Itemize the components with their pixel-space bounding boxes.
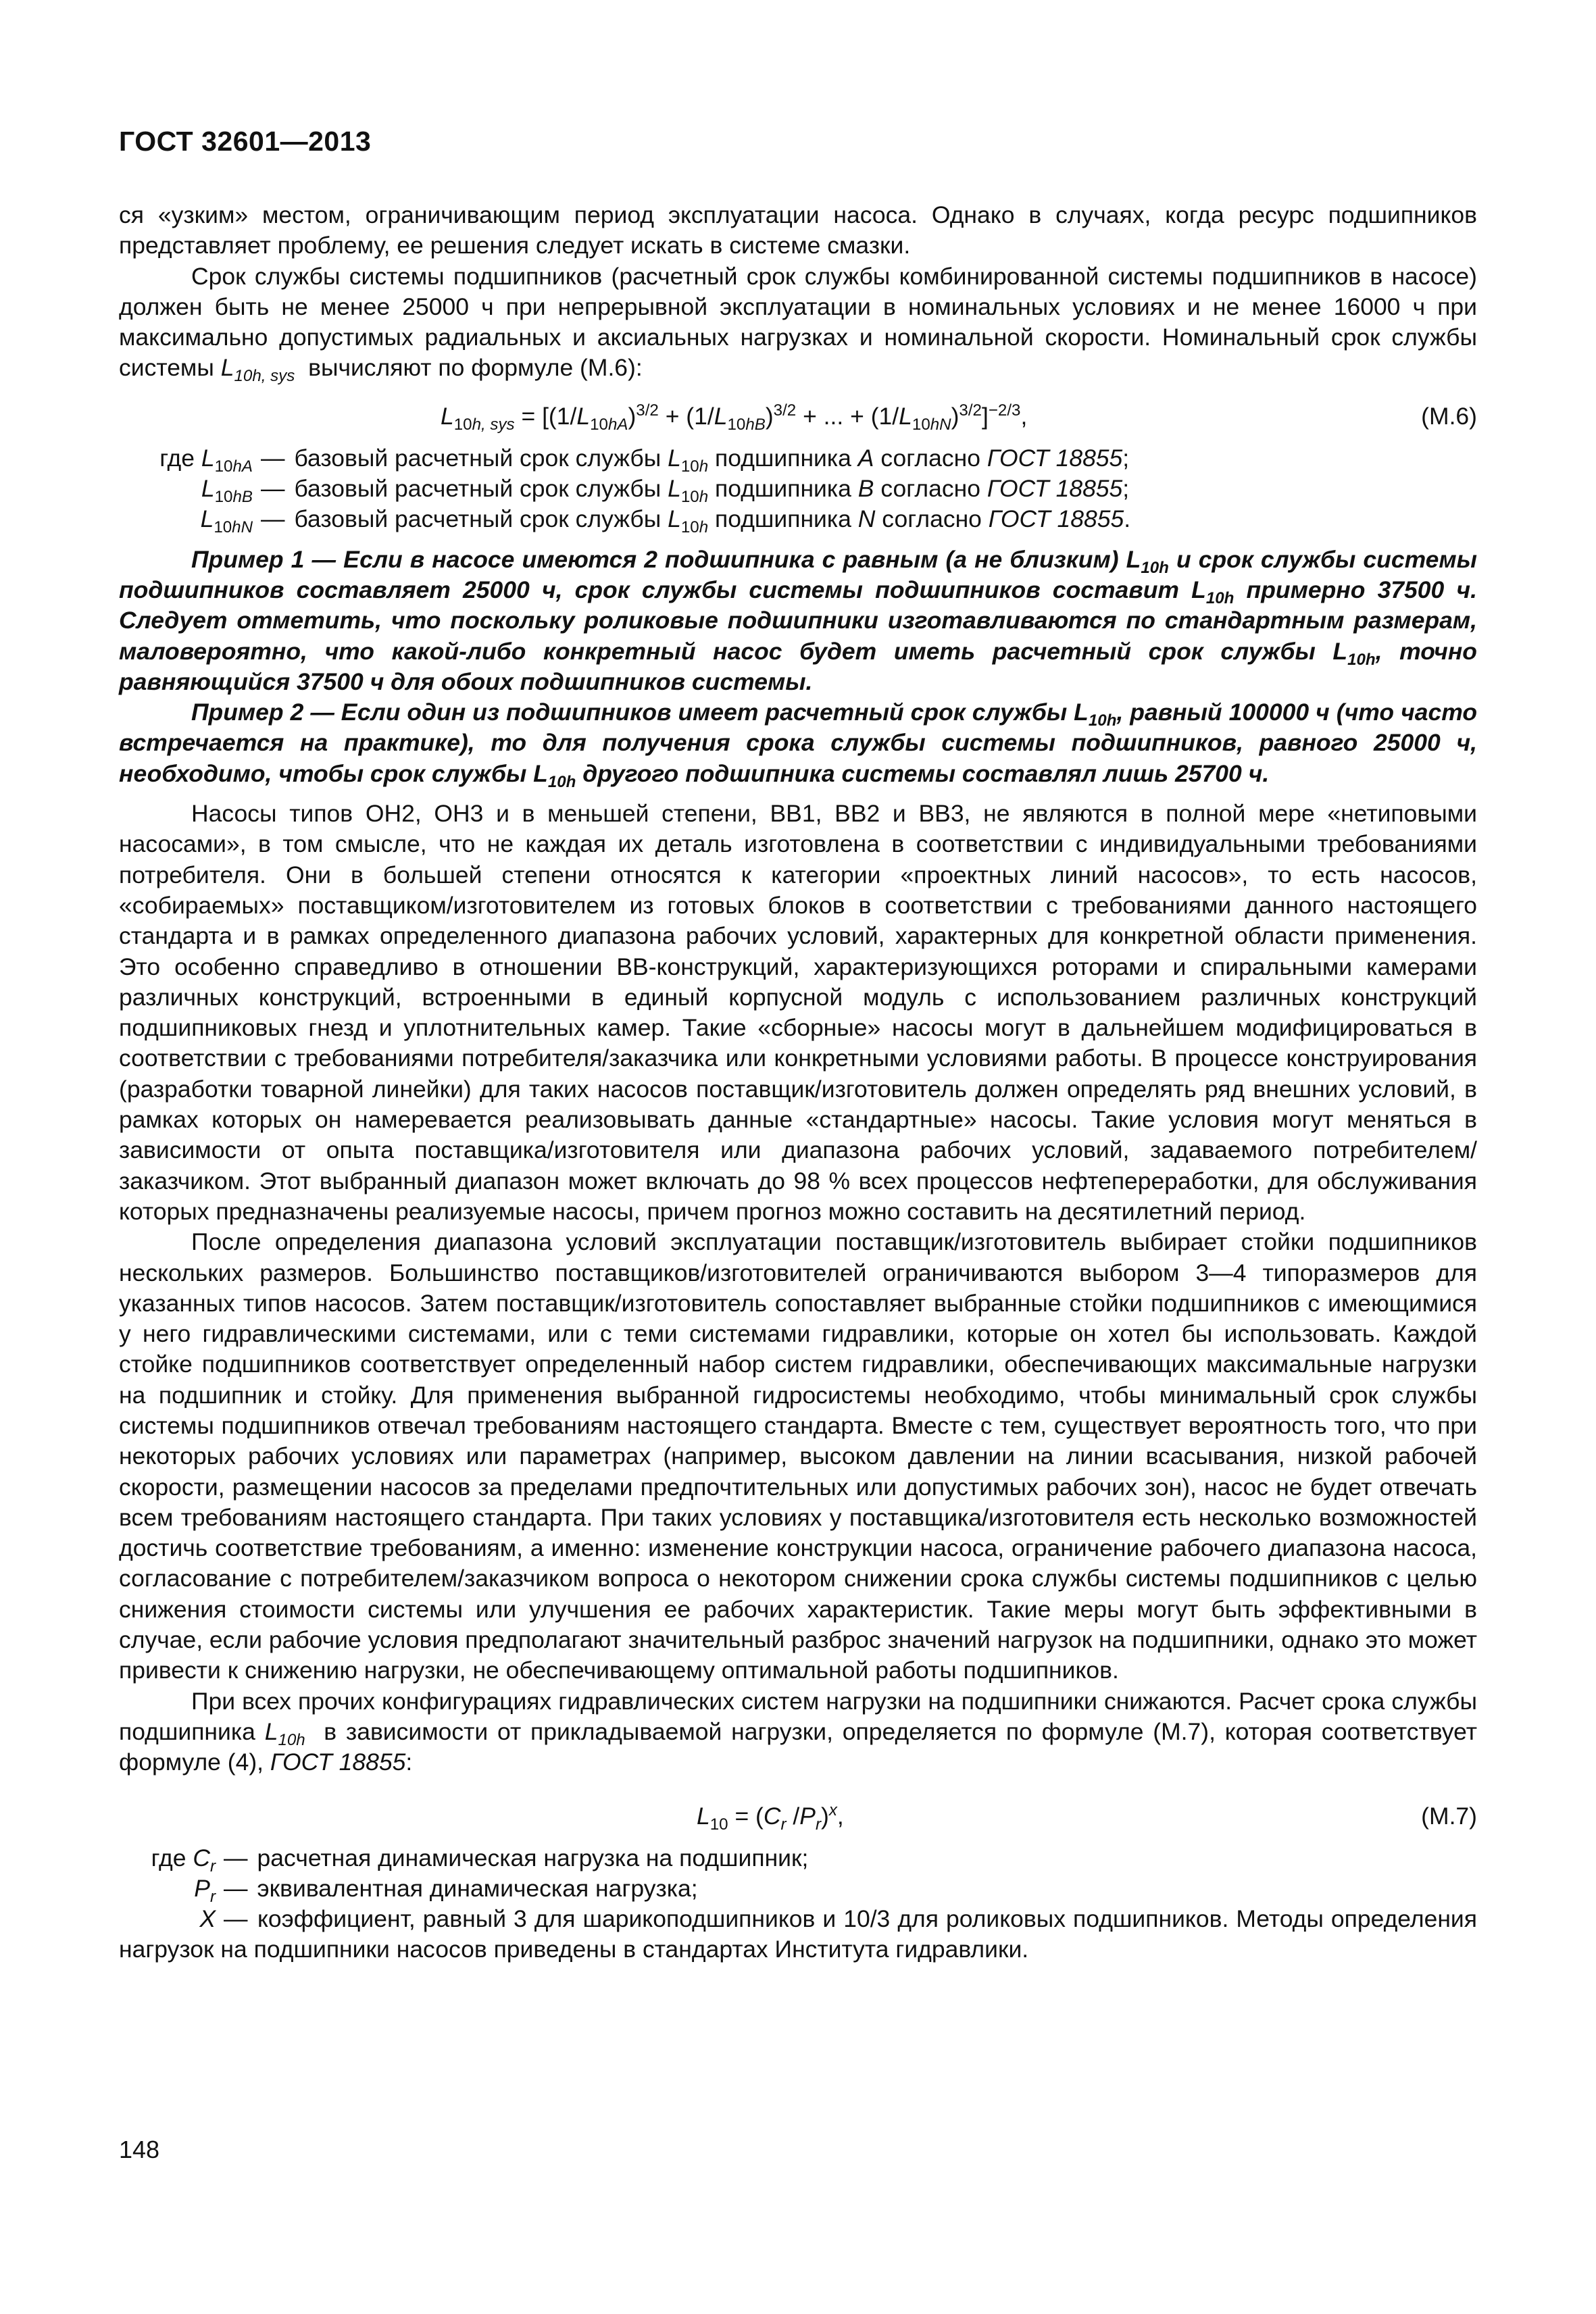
formula-expression: $L_{10} = (C_r$ $/P_r)^x$, <box>697 1801 844 1834</box>
formula-number: (М.6) <box>1421 402 1477 430</box>
where-label: где <box>159 444 195 472</box>
formula-number: (М.7) <box>1421 1802 1477 1830</box>
where-item: где $C_r$ — расчетная динамическая нагрузка на подшипник; <box>151 1844 809 1876</box>
example-1: Пример 1 — Если в насосе имеются 2 подшипника с равным (а не близким) $L_{10h}$ и срок службы системы подшипников составляет 25000 ч, срок службы системы подшипников составит $L_{10h}$ примерно 37500 ч. Следует отметить, что поскольку роликовые подшипники изготавливаются по стандартным размерам, маловероятно, что какой-либо конкретный насос будет иметь расчетный срок службы $L_{10h}$, точно равняющийся 37500 ч для обоих подшипников системы. <box>119 545 1477 695</box>
symbol: L <box>220 354 234 382</box>
where-list-m7 <box>119 1843 1477 1965</box>
where-definition: базовый расчетный срок службы $L_{10h}$ подшипника A согласно ГОСТ 18855; <box>294 444 1130 476</box>
paragraph-tail: вычисляют по формуле (М.6): <box>308 354 643 382</box>
where-item: $L_{10hN}$ — базовый расчетный срок службы $L_{10h}$ подшипника N согласно ГОСТ 18855. <box>200 505 1131 537</box>
formula-m6 <box>119 393 1477 439</box>
formula-m7 <box>119 1793 1477 1839</box>
paragraph-text: Срок службы системы подшипников (расчетный срок службы комбинированной системы подшипников в насосе) должен быть не менее 25000 ч при непрерывной эксплуатации в номинальных условиях и не менее 16000 ч при максимально допустимых радиальных и аксиальных нагрузках и номинальной скорости. Номинальный срок службы системы <box>119 262 1477 382</box>
document-header: ГОСТ 32601—2013 <box>119 126 372 157</box>
where-definition-long: коэффициент, равный 3 для шарикоподшипников и 10/3 для роликовых подшипников. Методы определения нагрузок на подшипники насосов приведены в стандартах Института гидравлики. <box>119 1905 1477 1963</box>
where-item: $L_{10hB}$ — базовый расчетный срок службы $L_{10h}$ подшипника B согласно ГОСТ 18855; <box>201 475 1130 507</box>
where-item: $P_r$ — эквивалентная динамическая нагрузка; <box>194 1874 698 1906</box>
where-definition: эквивалентная динамическая нагрузка; <box>257 1874 698 1902</box>
where-definition: расчетная динамическая нагрузка на подшипник; <box>257 1844 809 1871</box>
paragraph-pump-types: Насосы типов ОН2, ОН3 и в меньшей степени, ВВ1, ВВ2 и ВВ3, не являются в полной мере «нетиповыми насосами», в том смысле, что не каждая их деталь изготовлена в соответствии с индивидуальными требованиями потребителя. Они в большей степени относятся к категории «проектных линий насосов», то есть насосов, «собираемых» поставщиком/изготовителем из готовых блоков в соответствии с требованиями данного настоящего стандарта и в рамках определенного диапазона рабочих условий, характерных для конкретной области применения. Это особенно справедливо в отношении ВВ-конструкций, характеризующихся роторами и спиральными камерами различных конструкций, встроенными в единый корпусной модуль с использованием различных конструкций подшипниковых гнезд и уплотнительных камер. Такие «сборные» насосы могут в дальнейшем модифицироваться в соответствии с требованиями потребителя/заказчика или конкретными условиями работы. В процессе конструирования (разработки товарной линейки) для таких насосов поставщик/изготовитель должен определять ряд внешних условий, в рамках которых он намеревается реализовывать данные «стандартные» насосы. Такие условия могут меняться в зависимости от опыта поставщика/изготовителя или диапазона рабочих условий, задаваемого потребителем/заказчиком. Этот выбранный диапазон может включать до 98 % всех процессов нефтепереработки, для обслуживания которых предназначены реализуемые насосы, причем прогноз можно составить на десятилетний период. <box>119 800 1477 1225</box>
symbol-subscript: 10h, sys <box>234 367 295 386</box>
example-2: Пример 2 — Если один из подшипников имеет расчетный срок службы $L_{10h}$, равный 100000 ч (что часто встречается на практике), то для получения срока службы системы подшипников, равного 25000 ч, необходимо, чтобы срок службы $L_{10h}$ другого подшипника системы составлял лишь 25700 ч. <box>119 699 1478 791</box>
body-text <box>119 200 1477 1965</box>
where-item: X — <box>199 1905 248 1933</box>
paragraph-continuation: ся «узким» местом, ограничивающим период эксплуатации насоса. Однако в случаях, когда ресурс подшипников представляет проблему, ее решения следует искать в системе смазки. <box>119 201 1477 259</box>
where-list-m6 <box>119 443 1477 535</box>
paragraph-load-calc: При всех прочих конфигурациях гидравлических систем нагрузки на подшипники снижаются. Расчет срока службы подшипника $L_{10h}$ в зависимости от прикладываемой нагрузки, определяется по формуле (М.7), которая соответствует формуле (4), ГОСТ 18855: <box>119 1687 1477 1776</box>
paragraph-bearing-life <box>119 261 1477 384</box>
where-definition: базовый расчетный срок службы $L_{10h}$ подшипника B согласно ГОСТ 18855; <box>294 475 1130 507</box>
where-definition: базовый расчетный срок службы $L_{10h}$ подшипника N согласно ГОСТ 18855. <box>294 505 1131 537</box>
formula-expression: $L_{10h, sys} = [(1/L_{10hA})^{3/2} + (1/L_{10hB})^{3/2}$ + ... + $(1/L_{10hN})^{3/2}]^{-2/3}$, <box>441 401 1028 434</box>
where-item: где $L_{10hA}$ — базовый расчетный срок службы $L_{10h}$ подшипника A согласно ГОСТ 18855; <box>159 444 1130 476</box>
where-label: где <box>151 1844 186 1871</box>
page-number: 148 <box>119 2136 160 2163</box>
paragraph-bearing-frames: После определения диапазона условий эксплуатации поставщик/изготовитель выбирает стойки подшипников нескольких размеров. Большинство поставщиков/изготовителей ограничиваются выбором 3—4 типоразмеров для указанных типов насосов. Затем поставщик/изготовитель сопоставляет выбранные стойки подшипников с имеющимися у него гидравлическими системами, или с теми системами гидравлики, которые он хотел бы использовать. Каждой стойке подшипников соответствует определенный набор систем гидравлики, обеспечивающих максимальные нагрузки на подшипник и стойку. Для применения выбранной гидросистемы необходимо, чтобы минимальный срок службы системы подшипников отвечал требованиям настоящего стандарта. Вместе с тем, существует вероятность того, что при некоторых рабочих условиях или параметрах (например, высоком давлении на линии всасывания, низкой рабочей скорости, размещении насосов за пределами предпочтительных или допустимых рабочих зон), насос не будет отвечать всем требованиям настоящего стандарта. При таких условиях у поставщика/изготовителя есть несколько возможностей достичь соответствие требованиям, а именно: изменение конструкции насоса, ограничение рабочего диапазона насоса, согласование с потребителем/заказчиком вопроса о некотором снижении срока службы системы подшипников с целью снижения стоимости системы или улучшения ее рабочих характеристик. Такие меры могут быть эффективными в случае, если рабочие условия предполагают значительный разброс значений нагрузок на подшипники, однако это может привести к снижению нагрузки, не обеспечивающему оптимальной работы подшипников. <box>119 1228 1477 1684</box>
